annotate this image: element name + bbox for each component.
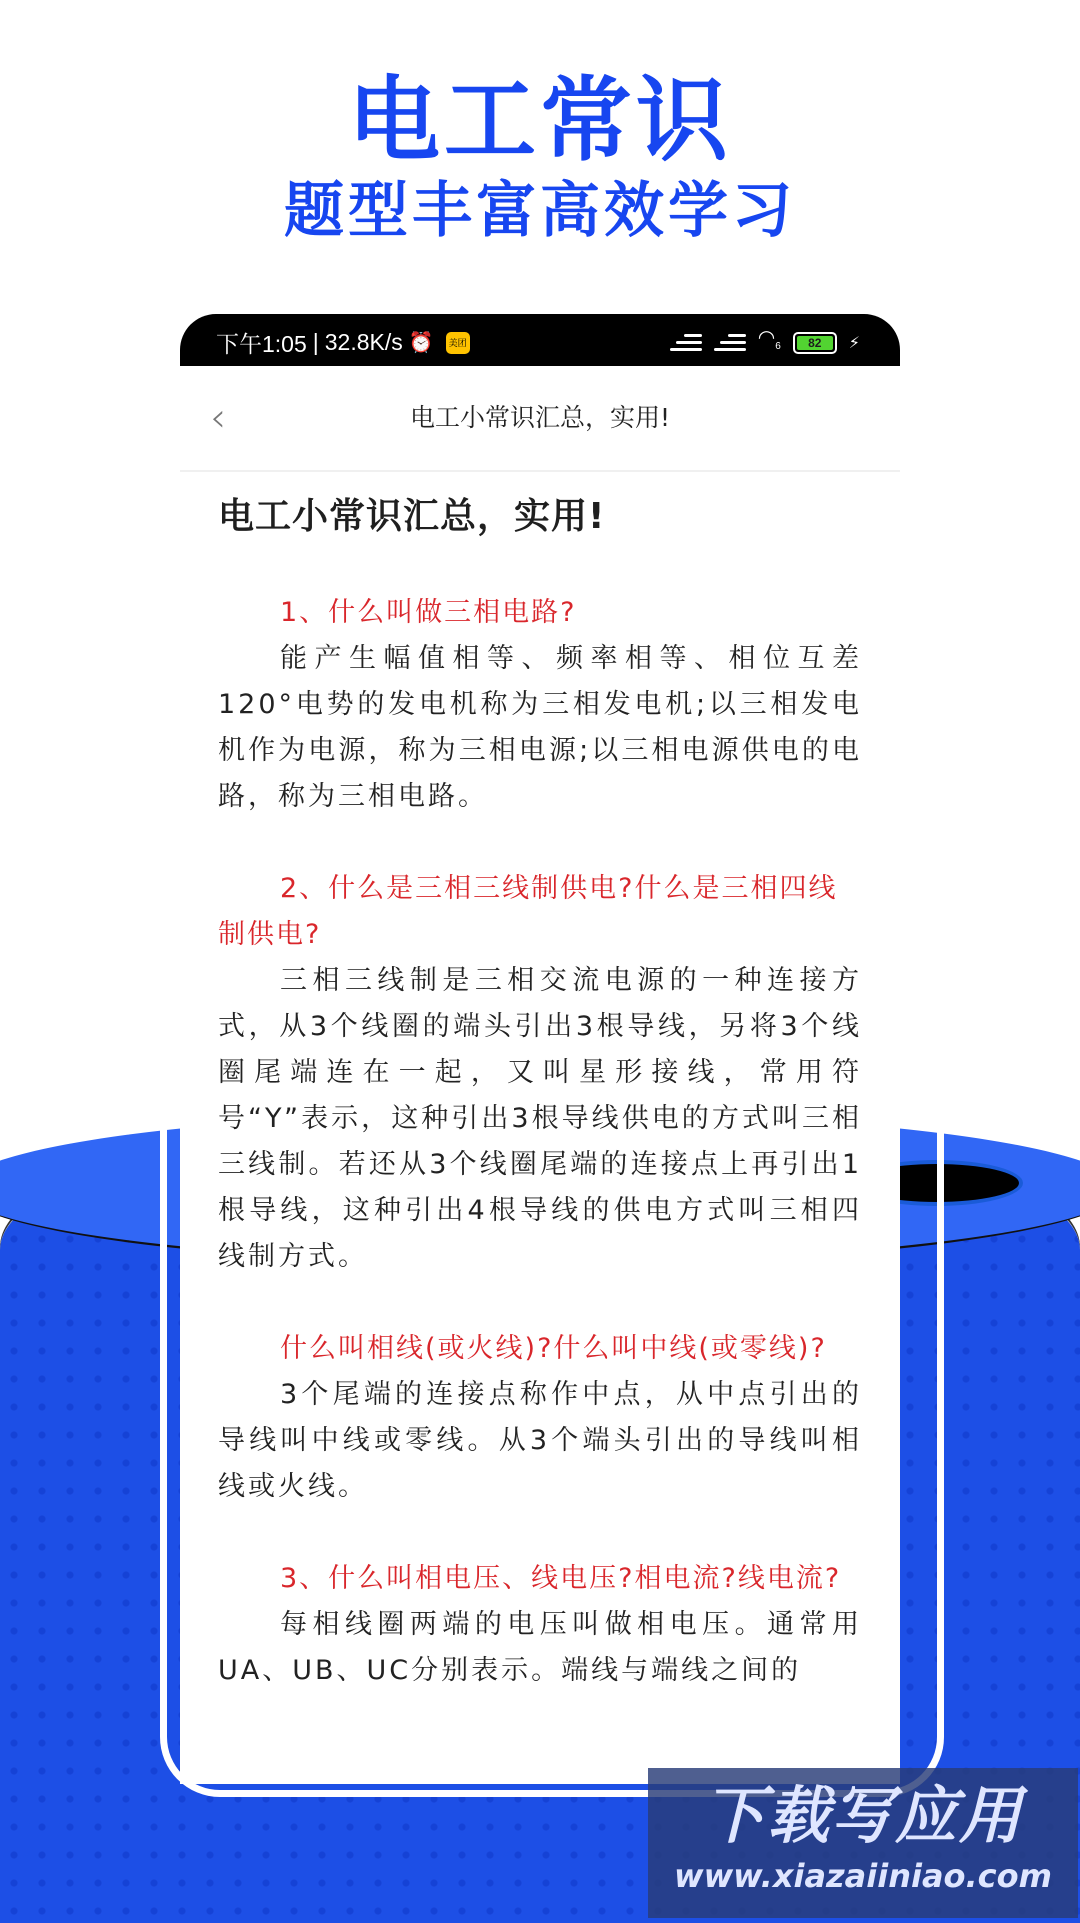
phone-screen (180, 314, 900, 1784)
section-answer: 能产生幅值相等、频率相等、相位互差120°电势的发电机称为三相发电机;以三相发电机作为电源，称为三相电源;以三相电源供电的电路，称为三相电路。 (218, 643, 862, 812)
watermark-url: www.xiazaiiniao.com (674, 1857, 1052, 1895)
nav-title: 电工小常识汇总，实用! (409, 403, 671, 432)
section-question: 3、什么叫相电压、线电压?相电流?线电流? (280, 1563, 842, 1594)
signal-icon (670, 332, 702, 354)
section-question: 1、什么叫做三相电路? (280, 597, 577, 628)
article-content (218, 492, 862, 1740)
battery-icon (793, 332, 837, 354)
signal-icon-2 (714, 332, 746, 354)
section-answer: 3个尾端的连接点称作中点，从中点引出的导线叫中线或零线。从3个端头引出的导线叫相线或火线。 (218, 1379, 862, 1502)
promo-subtitle: 题型丰富高效学习 (284, 176, 796, 246)
section-answer: 每相线圈两端的电压叫做相电压。通常用UA、UB、UC分别表示。端线与端线之间的 (218, 1609, 862, 1686)
network-speed: 32.8K/s (324, 329, 403, 355)
meituan-app-icon: 美团 (446, 332, 470, 354)
section-question: 2、什么是三相三线制供电?什么是三相四线制供电? (218, 873, 838, 950)
article-title: 电工小常识汇总，实用! (218, 496, 606, 537)
chevron-left-icon: ‹ (210, 395, 226, 441)
wifi-icon: $◠_6$ (757, 327, 781, 352)
section-question: 什么叫相线(或火线)?什么叫中线(或零线)? (280, 1333, 827, 1364)
watermark (648, 1768, 1078, 1918)
status-time: 下午1:05 (216, 331, 307, 357)
status-separator: | (312, 329, 319, 355)
status-right (670, 328, 860, 357)
promo-title: 电工常识 (347, 66, 732, 174)
section-answer: 三相三线制是三相交流电源的一种连接方式，从3个线圈的端头引出3根导线，另将3个线圈尾端连在一起，又叫星形接线，常用符号“Y”表示，这种引出3根导线供电的方式叫三相三线制。若还从3个线圈尾端的连接点上再引出1根导线，这种引出4根导线的供电方式叫三相四线制方式。 (218, 965, 862, 1272)
alarm-icon: ⏰ (408, 332, 434, 354)
nav-bar (180, 366, 900, 472)
status-left (216, 326, 470, 359)
watermark-title: 下载写应用 (702, 1779, 1023, 1852)
charging-icon: ⚡ (848, 334, 860, 352)
status-bar (180, 314, 900, 366)
battery-level: 82 (797, 336, 833, 350)
